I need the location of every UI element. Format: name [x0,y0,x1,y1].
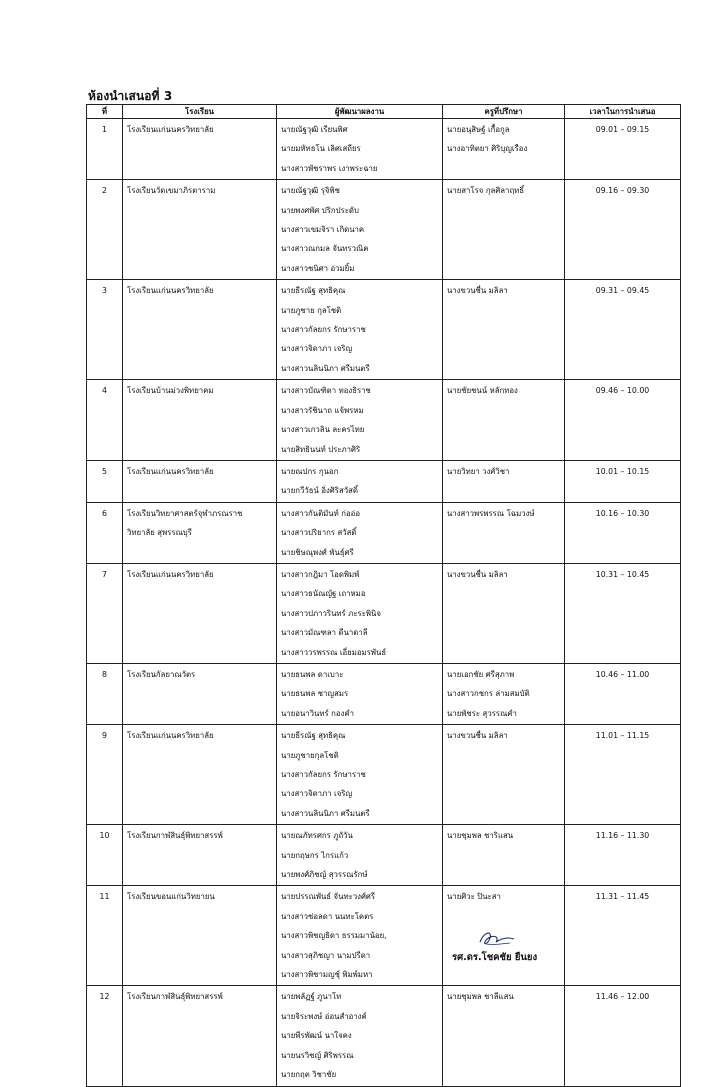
row-school [123,663,277,724]
row-developers-line: นายภูชาย กุลโชติ [281,305,342,315]
row-advisors-line: นางสาวกชกร ล่ามสมบัติ [447,689,530,699]
table-row [87,460,681,502]
row-school-line: โรงเรียนวัดเขมาภิรตาราม [127,186,216,196]
row-no: 7 [87,563,123,663]
row-advisors-line: นายวิทยา วงศ์วิชา [447,466,510,476]
row-developers-line: นางสาวรัชินาถ แจ้พรหม [281,405,364,415]
row-time: 09.16 – 09.30 [565,180,681,280]
row-school-line: โรงเรียนแก่นนครวิทยาลัย [127,569,214,579]
row-school-line: โรงเรียนวิทยาศาสตร์จุฬาภรณราช [127,508,243,518]
row-advisors-line: นางขวนชื่น มลิลา [447,286,508,296]
row-developers-line: นางสาวชนิศา อ่วมยิ้ม [281,263,355,273]
row-time: 11.01 – 11.15 [565,725,681,825]
row-developers-line: นางสาวธนัณญัฐ เถาหมอ [281,589,366,599]
row-developers-line: นางสาวสุภิชญา นามปรีดา [281,950,371,960]
row-school [123,825,277,886]
row-developers-line: นางสาวช่อลดา นนทะโคตร [281,911,374,921]
row-no: 9 [87,725,123,825]
row-no: 1 [87,119,123,180]
header-developers: ผู้พัฒนาผลงาน [277,105,443,119]
row-developers-line: นายภูชายกุลโชติ [281,750,339,760]
row-time: 10.16 – 10.30 [565,502,681,563]
row-developers-line: นายชิษณุพงศ์ พันธุ์ศรี [281,547,354,557]
row-time: 09.01 – 09.15 [565,119,681,180]
table-row [87,886,681,986]
signer-name: รศ.ดร.โชคชัย ยืนยง [452,952,538,963]
row-advisors-line: นายอนุสิษฐ์ เกื้อกูล [447,125,510,134]
row-developers-line: นายกวีวัธน์ อิ่งศิริสวัสดิ์ [281,486,358,496]
row-school [123,460,277,502]
row-developers [277,119,443,180]
row-developers-line: นายกฤต วิชาชัย [281,1070,337,1080]
row-school-line: โรงเรียนแก่นนครวิทยาลัย [127,466,214,476]
row-school [123,563,277,663]
row-advisors [443,563,565,663]
row-advisors-line: นายพัชระ สุวรรณคำ [447,708,517,718]
row-developers-line: นายณัฐวุฒิ เรียนพิศ [281,125,348,134]
row-developers-line: นายพงศ์ภิชญ์ สุวรรณรักษ์ [281,870,368,880]
row-advisors [443,825,565,886]
row-developers-line: นายณปกร กุนอก [281,466,339,476]
row-advisors [443,280,565,380]
row-school-line: วิทยาลัย สุพรรณบุรี [127,528,192,538]
row-developers-line: นางสาวณกมล จันทรวณิค [281,244,369,254]
row-school-line: โรงเรียนแก่นนครวิทยาลัย [127,286,214,296]
row-developers [277,725,443,825]
row-developers [277,180,443,280]
row-no: 12 [87,986,123,1086]
row-developers [277,380,443,461]
row-advisors-line: นางสาวพรพรรณ โฉมวงษ์ [447,508,535,518]
row-advisors-line: นายชุมพล ชาริแสน [447,831,514,841]
table-row [87,180,681,280]
page-heading: ห้องนำเสนอที่ 3 [88,89,173,103]
table-header-row [87,105,681,119]
row-developers [277,460,443,502]
row-developers-line: นางสาวบัณฑิตา ทองธิราช [281,386,371,396]
row-developers [277,502,443,563]
row-developers-line: นายสิทธินนท์ ประภาศิริ [281,444,361,454]
table-row [87,119,681,180]
row-no: 6 [87,502,123,563]
row-advisors-line: นายชุมพล ชาลีแสน [447,992,514,1002]
row-developers-line: นายจิระพงษ์ อ่อนสำอางค์ [281,1011,367,1021]
row-no: 10 [87,825,123,886]
row-developers-line: นายปรรณพันธ์ จันทะวงศ์ศรี [281,892,376,902]
row-developers-line: นายธนพล ดาเบาะ [281,669,344,679]
row-developers-line: นางสาวพิชามญชุ์ พิมพ์มหา [281,970,373,980]
row-school-line: โรงเรียนขอนแก่นวิทยายน [127,892,215,902]
row-developers-line: นางสาวจิดาภา เจริญ [281,344,353,354]
row-developers-line: นางสาวปริยากร สวัสดิ์ [281,528,357,538]
row-developers-line: นายพงศพัศ ปริกประดับ [281,205,359,215]
row-advisors [443,180,565,280]
row-developers-line: นายอนาวินทร์ กองคำ [281,708,354,718]
table-body [87,119,681,1087]
header-school: โรงเรียน [123,105,277,119]
row-advisors-line: นางขวนชื่น มลิลา [447,731,508,741]
row-advisors [443,725,565,825]
row-school-line: โรงเรียนแก่นนครวิทยาลัย [127,125,214,134]
row-developers-line: นายนรวิชญ์ ศิริพรรณ [281,1050,354,1060]
row-time: 09.46 – 10.00 [565,380,681,461]
row-time: 11.16 – 11.30 [565,825,681,886]
row-no: 5 [87,460,123,502]
row-time: 11.46 – 12.00 [565,986,681,1086]
row-developers-line: นางสาวจิดาภา เจริญ [281,789,353,799]
row-developers-line: นายธนพล ชาญสมร [281,689,349,699]
row-developers-line: นางสาวกัลยกร รักษาราช [281,770,366,779]
row-developers-line: นางสาวกันติมันท์ ก่ออ่อ [281,508,361,518]
row-school-line: โรงเรียนกาฬสินธุ์พิทยาสรรพ์ [127,831,223,841]
row-advisors [443,119,565,180]
row-time: 10.46 – 11.00 [565,663,681,724]
row-developers-line: นางสาวกฎิมา โอดพิมพ์ [281,569,360,579]
row-time: 09.31 – 09.45 [565,280,681,380]
signature-mark [462,928,552,950]
row-developers [277,563,443,663]
row-developers-line: นางสาวพิชญธิดา ธรรมมาน้อย, [281,931,387,941]
row-developers-line: นางสาวเกวลิน ละครไทย [281,425,365,435]
row-no: 3 [87,280,123,380]
row-advisors [443,986,565,1086]
presentation-schedule-table [86,104,681,1087]
header-advisors: ครูที่ปรึกษา [443,105,565,119]
row-advisors-line: นายสาโรจ กุลศิลาฤทธิ์ [447,186,525,196]
row-advisors-line: นายชัยชนน์ หลักทอง [447,386,518,396]
row-advisors [443,663,565,724]
row-school [123,180,277,280]
row-developers-line: นายพลัฏฐ์ ภูนาโท [281,992,342,1002]
row-no: 11 [87,886,123,986]
row-developers [277,280,443,380]
row-time: 10.01 – 10.15 [565,460,681,502]
row-time: 11.31 – 11.45 [565,886,681,986]
row-advisors-line: นางขวนชื่น มลิลา [447,569,508,579]
row-developers-line: นายธีรณัฐ สุทธิคุณ [281,731,346,741]
row-school-line: โรงเรียนกัลยาณวัตร [127,669,196,679]
row-no: 2 [87,180,123,280]
row-developers-line: นายณภัทรศกร ภูถัวัน [281,831,353,841]
table-row [87,986,681,1086]
row-school [123,886,277,986]
row-developers [277,825,443,886]
row-developers-line: นายมหัทธโน เลิศเสถียร [281,144,361,154]
row-developers-line: นางสาวนลินนิภา ศรีมนตรี [281,808,370,818]
table-row [87,280,681,380]
row-no: 8 [87,663,123,724]
row-school [123,725,277,825]
row-school-line: โรงเรียนบ้านม่วงพิทยาคม [127,386,214,396]
row-developers-line: นายกฤษกร ไกรแก้ว [281,850,349,860]
header-time: เวลาในการนำเสนอ [565,105,681,119]
row-developers-line: นางสาวเขมจิรา เกิดนาค [281,225,365,235]
row-developers-line: นายณัฐวุฒิ รุจิพิช [281,186,340,196]
row-developers [277,886,443,986]
row-advisors [443,502,565,563]
row-school [123,502,277,563]
row-school-line: โรงเรียนแก่นนครวิทยาลัย [127,731,214,741]
row-developers-line: นางสาววรพรรณ เอี่ยมอมรพันธ์ [281,647,387,657]
row-developers-line: นางสาวมัณฑลา ดีนาดาลี [281,628,368,638]
row-developers [277,663,443,724]
row-school [123,380,277,461]
table-row [87,663,681,724]
row-school [123,280,277,380]
row-developers-line: นายธีรณัฐ สุทธิคุณ [281,286,346,296]
row-developers-line: นายพีรพัฒน์ นาใจคง [281,1031,352,1041]
header-no: ที่ [87,105,123,119]
row-advisors-line: นางอาทิตยา ศิริบุญเรือง [447,144,528,154]
row-no: 4 [87,380,123,461]
row-school [123,986,277,1086]
row-developers-line: นางสาวพัชราพร เงาพระฉาย [281,163,378,173]
table-row [87,563,681,663]
table-row [87,502,681,563]
row-developers [277,986,443,1086]
row-advisors [443,380,565,461]
table-row [87,725,681,825]
row-advisors-line: นายศิวะ ปินะสา [447,892,501,902]
table-row [87,825,681,886]
row-school-line: โรงเรียนกาฬสินธุ์พิทยาสรรพ์ [127,992,223,1002]
row-developers-line: นางสาวปภาวรินทร์ ภะระพินิจ [281,608,381,618]
table-row [87,380,681,461]
row-advisors-line: นายเอกชัย ศรีสุภาพ [447,669,515,679]
row-developers-line: นางสาวกัลยกร รักษาราช [281,325,366,335]
row-developers-line: นางสาวนลินนิภา ศรีมนตรี [281,363,370,373]
row-time: 10.31 – 10.45 [565,563,681,663]
row-advisors [443,460,565,502]
row-school [123,119,277,180]
